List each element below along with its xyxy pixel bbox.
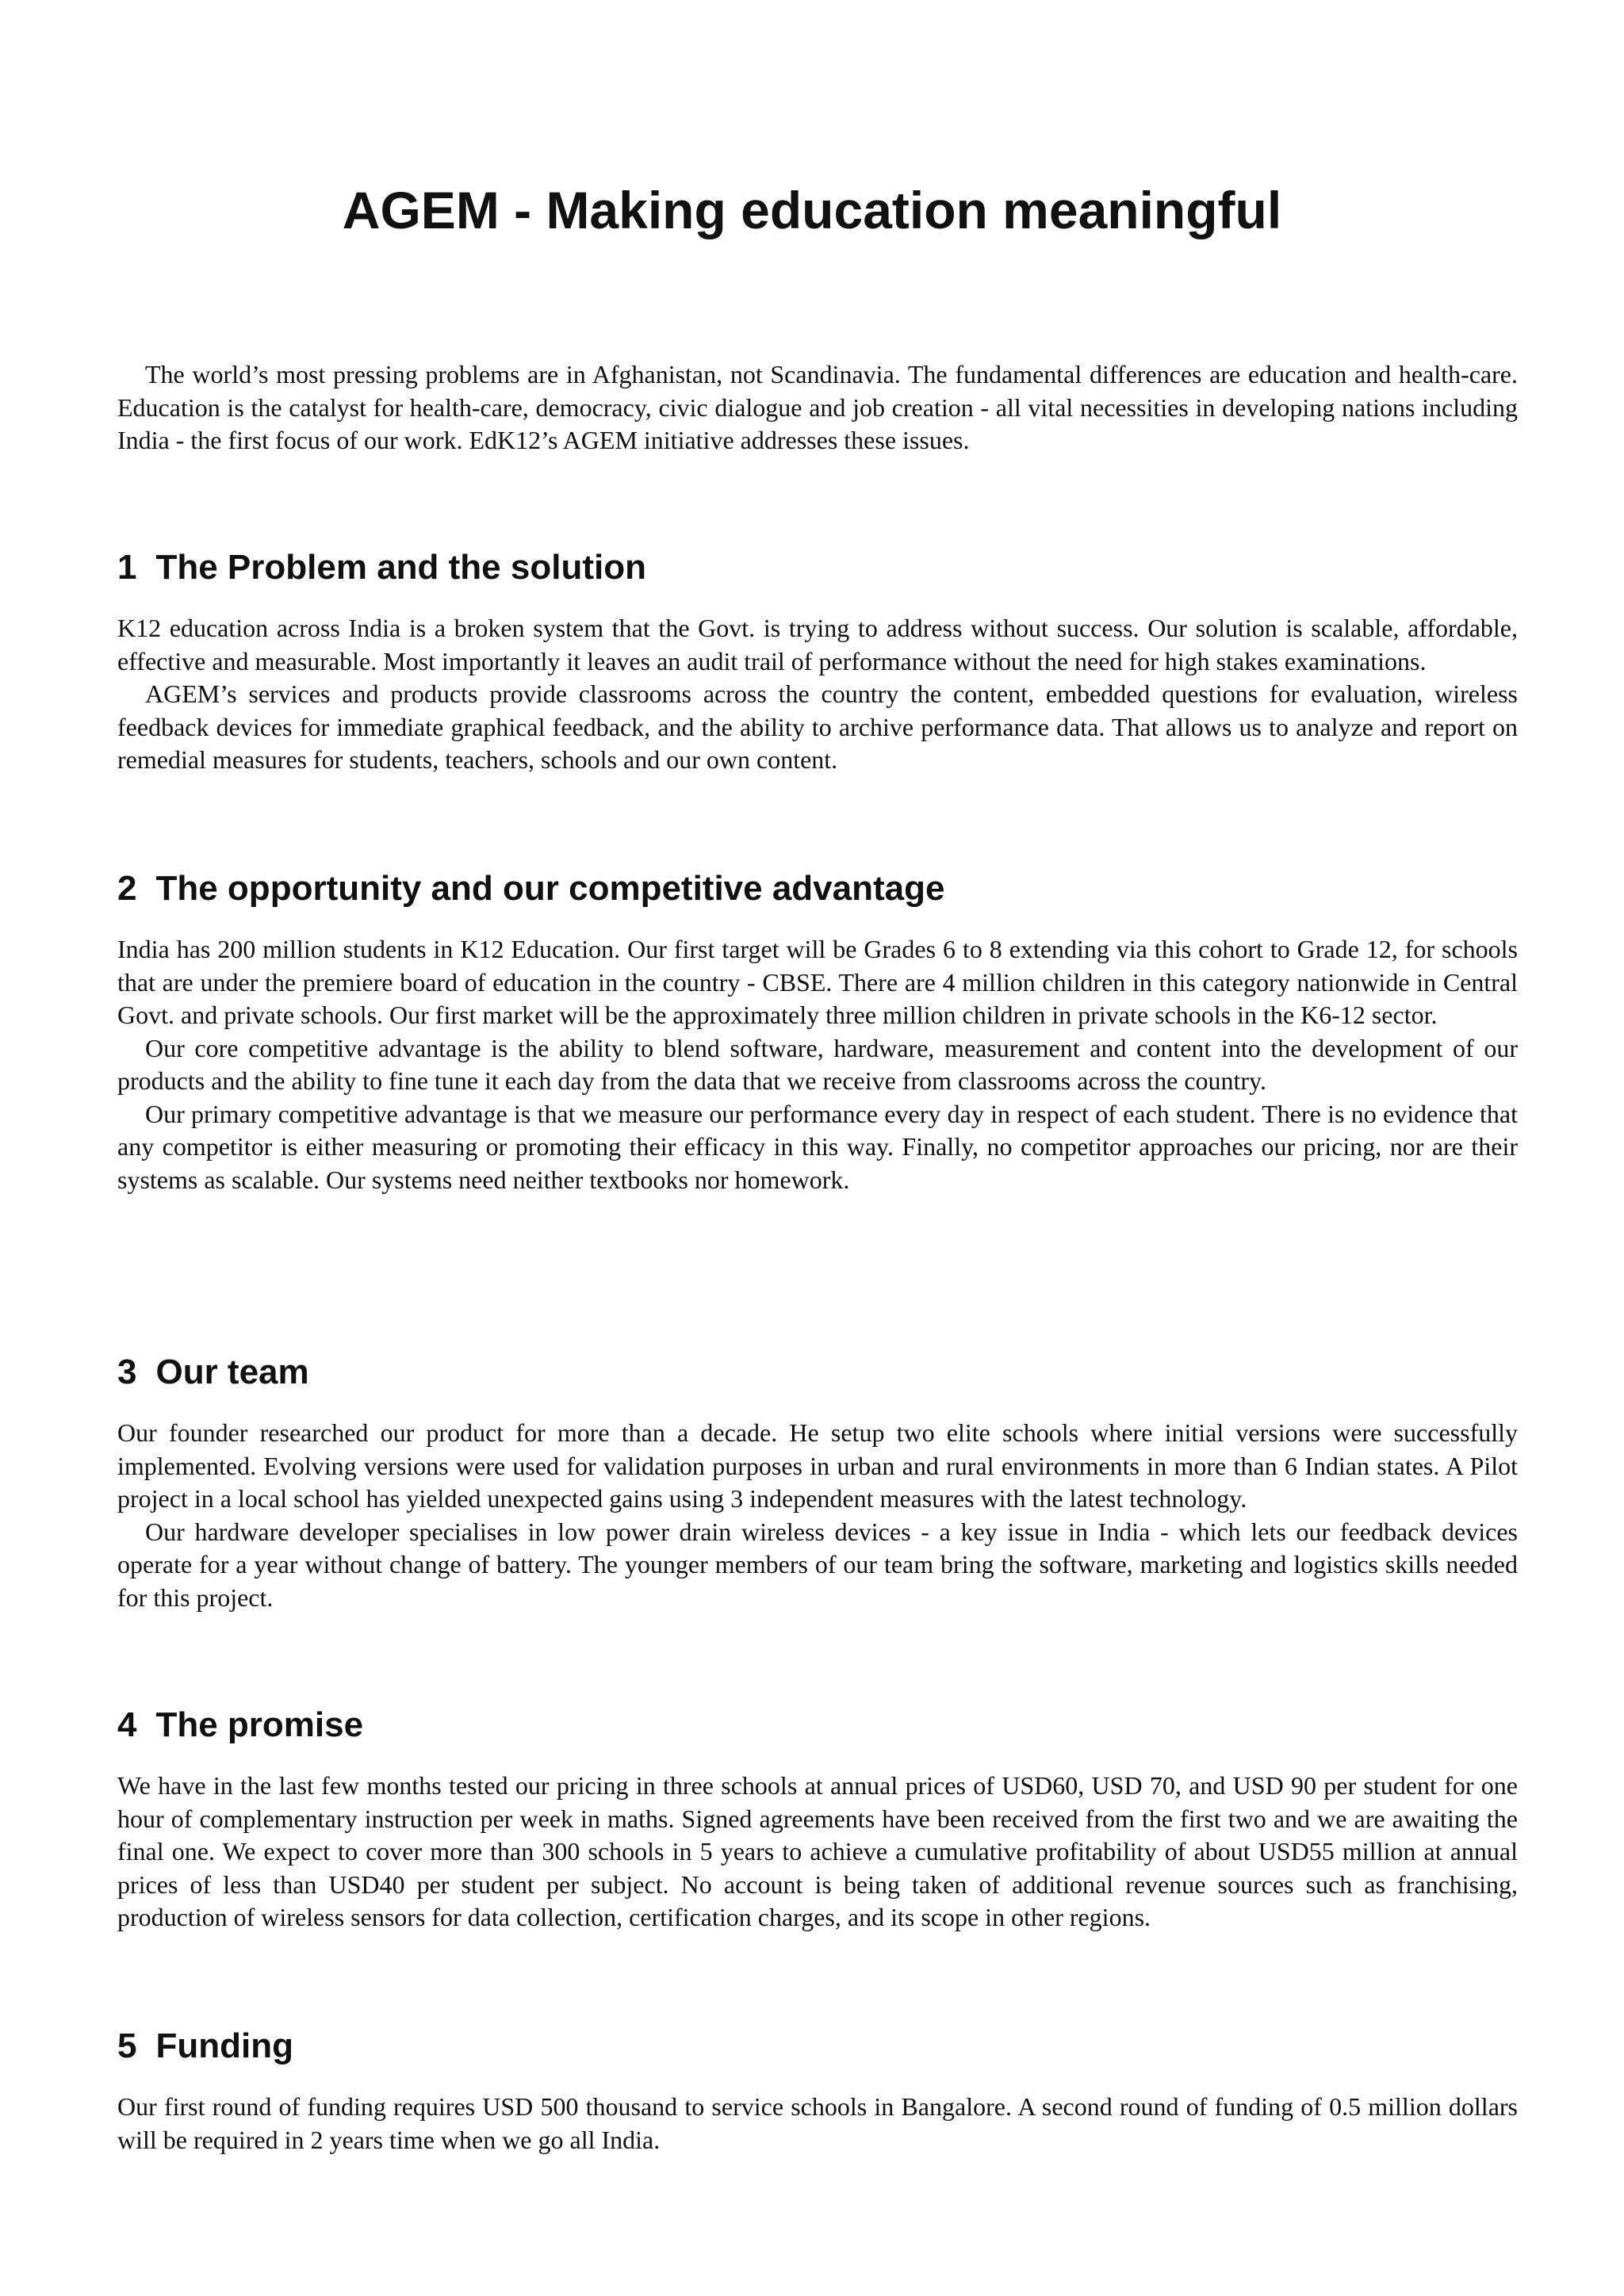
- section-body: [117, 1770, 1518, 1934]
- section-opportunity-advantage: [117, 868, 1518, 1196]
- section-the-promise: [117, 1705, 1518, 1934]
- section-title: Funding: [155, 2026, 293, 2065]
- section-heading: [117, 868, 1518, 909]
- paragraph: Our core competitive advantage is the ability to blend software, hardware, measurement and content into the development of our products and the ability to fine tune it each day from the data that we receive from classrooms across the country.: [117, 1033, 1518, 1095]
- paragraph: India has 200 million students in K12 Education. Our first target will be Grades 6 to 8 extending via this cohort to Grade 12, for schools that are under the premiere board of education in the country - CBSE. There are 4 million children in this category nationwide in Central Govt. and private schools. Our first market will be the approximately three million children in private schools in the K6-12 sector.: [117, 935, 1518, 1029]
- paragraph: K12 education across India is a broken system that the Govt. is trying to address without success. Our solution is scalable, affordable, effective and measurable. Most importantly it leaves an audit trail of performance without the need for high stakes examinations.: [117, 614, 1518, 675]
- paragraph: Our hardware developer specialises in low power drain wireless devices - a key issue in India - which lets our feedback devices operate for a year without change of battery. The younger members of our team bring the software, marketing and logistics skills needed for this project.: [117, 1517, 1518, 1612]
- section-heading: [117, 1352, 1518, 1393]
- section-number: 4: [117, 1705, 137, 1744]
- section-title: The promise: [155, 1705, 364, 1744]
- section-number: 5: [117, 2026, 137, 2065]
- section-number: 3: [117, 1353, 137, 1391]
- paragraph: AGEM’s services and products provide classrooms across the country the content, embedded questions for evaluation, wireless feedback devices for immediate graphical feedback, and the ability to archive performance data. That allows us to analyze and report on remedial measures for students, teachers, schools and our own content.: [117, 679, 1518, 774]
- paragraph: We have in the last few months tested our pricing in three schools at annual prices of USD60, USD 70, and USD 90 per student for one hour of complementary instruction per week in maths. Signed agreements have been received from the first two and we are awaiting the final one. We expect to cover more than 300 schools in 5 years to achieve a cumulative profitability of about USD55 million at annual prices of less than USD40 per student per subject. No account is being taken of additional revenue sources such as franchising, production of wireless sensors for data collection, certification charges, and its scope in other regions.: [117, 1771, 1518, 1931]
- section-heading: [117, 547, 1518, 588]
- section-title: The Problem and the solution: [155, 548, 646, 587]
- section-number: 1: [117, 548, 137, 587]
- document-title: AGEM - Making education meaningful: [342, 181, 1282, 239]
- section-number: 2: [117, 869, 137, 908]
- section-title: Our team: [155, 1353, 309, 1391]
- paragraph: Our founder researched our product for more than a decade. He setup two elite schools where initial versions were successfully implemented. Evolving versions were used for validation purposes in urban and rural environments in more than 6 Indian states. A Pilot project in a local school has yielded unexpected gains using 3 independent measures with the latest technology.: [117, 1418, 1518, 1513]
- section-funding: [117, 2026, 1518, 2156]
- section-body: [117, 612, 1518, 777]
- abstract: [117, 358, 1518, 457]
- section-heading: [117, 1705, 1518, 1746]
- section-our-team: [117, 1352, 1518, 1614]
- section-body: [117, 933, 1518, 1196]
- section-problem-solution: [117, 547, 1518, 777]
- section-title: The opportunity and our competitive advantage: [155, 869, 945, 908]
- paragraph: Our primary competitive advantage is that we measure our performance every day in respect of each student. There is no evidence that any competitor is either measuring or promoting their efficacy in this way. Finally, no competitor approaches our pricing, nor are their systems as scalable. Our systems need neither textbooks nor homework.: [117, 1099, 1518, 1194]
- abstract-paragraph: The world’s most pressing problems are in Afghanistan, not Scandinavia. The fundamental differences are education and health-care. Education is the catalyst for health-care, democracy, civic dialogue and job creation - all vital necessities in developing nations including India - the first focus of our work. EdK12’s AGEM initiative addresses these issues.: [117, 360, 1518, 454]
- section-body: [117, 1417, 1518, 1614]
- paragraph: Our first round of funding requires USD 500 thousand to service schools in Bangalore. A second round of funding of 0.5 million dollars will be required in 2 years time when we go all India.: [117, 2092, 1518, 2154]
- section-heading: [117, 2026, 1518, 2067]
- section-body: [117, 2091, 1518, 2156]
